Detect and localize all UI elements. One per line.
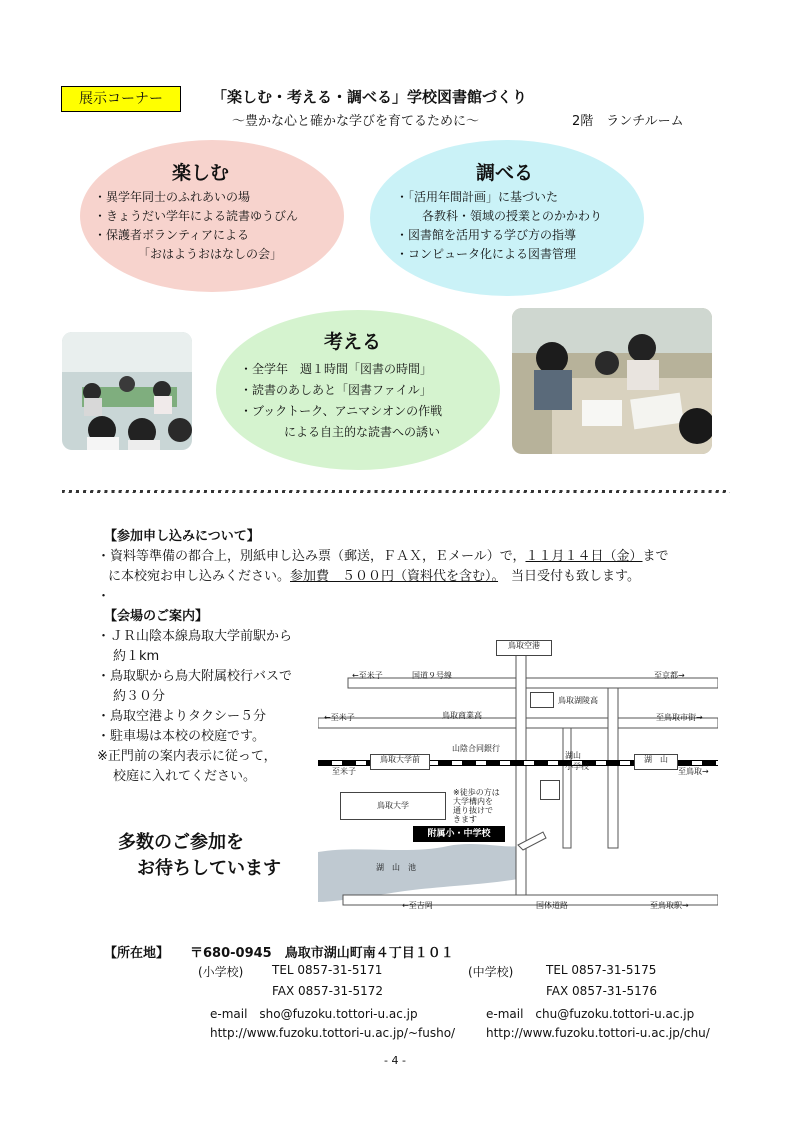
page-subtitle: ～豊かな心と確かな学びを育てるために～ bbox=[232, 114, 480, 129]
map-label: ←至吉岡 bbox=[402, 901, 433, 910]
venue-item: ・鳥取駅から鳥大附属校行バスで bbox=[97, 669, 293, 684]
jhs-tel: TEL 0857-31-5175 bbox=[546, 963, 657, 977]
map-university: 鳥取大学 bbox=[340, 792, 446, 820]
application-text: 当日受付も致します。 bbox=[511, 569, 641, 584]
research-heading: 調べる bbox=[476, 162, 534, 184]
map-building bbox=[530, 692, 554, 708]
es-url: http://www.fuzoku.tottori-u.ac.jp/~fusho/ bbox=[210, 1026, 456, 1040]
es-tel: TEL 0857-31-5171 bbox=[272, 963, 383, 977]
jhs-label: (中学校) bbox=[468, 965, 514, 979]
venue-heading: 【会場のご案内】 bbox=[104, 609, 209, 624]
enjoy-item: 「おはようおはなしの会」 bbox=[138, 247, 283, 261]
venue-item: ・鳥取空港よりタクシー５分 bbox=[97, 709, 267, 724]
es-email: e-mail sho@fuzoku.tottori-u.ac.jp bbox=[210, 1007, 418, 1021]
map-label: 至鳥取駅→ bbox=[650, 901, 689, 910]
welcome-line-2: お待ちしています bbox=[137, 858, 281, 879]
research-item: 各教科・領域の授業とのかかわり bbox=[422, 209, 603, 223]
address-label: 【所在地】 bbox=[104, 946, 170, 961]
map-label: 鳥取湖陵高 bbox=[558, 696, 598, 705]
jhs-url: http://www.fuzoku.tottori-u.ac.jp/chu/ bbox=[486, 1026, 710, 1040]
map-label: 鳥取商業高 bbox=[442, 711, 482, 720]
map-label: 国道９号線 bbox=[412, 671, 452, 680]
venue-item: ・駐車場は本校の校庭です。 bbox=[97, 729, 265, 744]
map-label: 至京都→ bbox=[654, 671, 685, 680]
research-item: ・「活用年間計画」に基づいた bbox=[396, 190, 559, 204]
map-building bbox=[540, 780, 560, 800]
map-label: ←至米子 bbox=[324, 713, 355, 722]
map-station: 湖 山 bbox=[634, 754, 678, 770]
enjoy-item: ・きょうだい学年による読書ゆうびん bbox=[94, 209, 299, 223]
exhibit-location: 2階 ランチルーム bbox=[572, 114, 684, 129]
map-label: ※徒歩の方は 大学構内を 通り抜けで きます bbox=[453, 788, 500, 824]
es-label: (小学校) bbox=[198, 965, 244, 979]
venue-item: ・ＪＲ山陰本線鳥取大学前駅から bbox=[97, 629, 293, 644]
think-item: ・ブックトーク、アニマシオンの作戦 bbox=[240, 404, 443, 418]
welcome-line-1: 多数のご参加を bbox=[118, 832, 244, 853]
students-studying-photo bbox=[512, 308, 712, 454]
map-label: 至米子 bbox=[332, 767, 356, 776]
enjoy-item: ・保護者ボランティアによる bbox=[94, 228, 250, 242]
participation-fee: 参加費 ５００円（資料代を含む）。 bbox=[290, 569, 499, 584]
deadline: １１月１４日（金） bbox=[525, 549, 643, 564]
map-label: 至鳥取市街→ bbox=[656, 713, 703, 722]
think-heading: 考える bbox=[324, 331, 382, 353]
map-school: 附属小・中学校 bbox=[413, 826, 505, 842]
address: 〒680-0945 鳥取市湖山町南４丁目１０１ bbox=[190, 946, 454, 961]
map-label: 山陰合同銀行 bbox=[452, 744, 500, 753]
page-title: 「楽しむ・考える・調べる」学校図書館づくり bbox=[212, 88, 528, 106]
map-label: 国体道路 bbox=[536, 901, 568, 910]
exhibit-corner-tag: 展示コーナー bbox=[61, 86, 181, 112]
application-text: まで bbox=[642, 549, 669, 564]
venue-item: ※正門前の案内表示に従って， bbox=[97, 749, 277, 764]
jhs-fax: FAX 0857-31-5176 bbox=[546, 984, 658, 998]
application-text: に本校宛お申し込みください。 bbox=[108, 569, 291, 584]
students-reading-photo bbox=[62, 332, 192, 450]
think-item: による自主的な読書への誘い bbox=[284, 425, 441, 439]
application-text: ・資料等準備の都合上，別紙申し込み票（郵送，ＦＡＸ，Ｅメール）で， bbox=[97, 549, 526, 564]
map-label: 湖 山 池 bbox=[376, 863, 416, 872]
enjoy-heading: 楽しむ bbox=[172, 162, 230, 184]
research-item: ・図書館を活用する学び方の指導 bbox=[396, 228, 577, 242]
application-heading: 【参加申し込みについて】 bbox=[104, 529, 260, 544]
venue-item: 約１km bbox=[113, 649, 160, 664]
think-item: ・全学年 週１時間「図書の時間」 bbox=[240, 362, 433, 376]
page-number: - 4 - bbox=[384, 1054, 406, 1067]
jhs-email: e-mail chu@fuzoku.tottori-u.ac.jp bbox=[486, 1007, 695, 1021]
es-fax: FAX 0857-31-5172 bbox=[272, 984, 384, 998]
access-map bbox=[318, 640, 718, 915]
venue-item: 約３０分 bbox=[113, 689, 166, 704]
enjoy-item: ・異学年同士のふれあいの場 bbox=[94, 190, 251, 204]
venue-item: 校庭に入れてください。 bbox=[113, 769, 257, 784]
map-airport: 鳥取空港 bbox=[496, 640, 552, 656]
think-item: ・読書のあしあと「図書ファイル」 bbox=[240, 383, 432, 397]
map-label: 至鳥取→ bbox=[678, 767, 709, 776]
research-item: ・コンピュータ化による図書管理 bbox=[396, 247, 577, 261]
application-line-2 bbox=[108, 565, 640, 584]
map-label: ←至米子 bbox=[352, 671, 383, 680]
map-label: 湖山 小学校 bbox=[565, 751, 589, 771]
map-station: 鳥取大学前 bbox=[370, 754, 430, 770]
application-line-3: ・ bbox=[97, 589, 111, 604]
section-divider bbox=[62, 490, 730, 493]
application-line-1 bbox=[97, 545, 669, 564]
